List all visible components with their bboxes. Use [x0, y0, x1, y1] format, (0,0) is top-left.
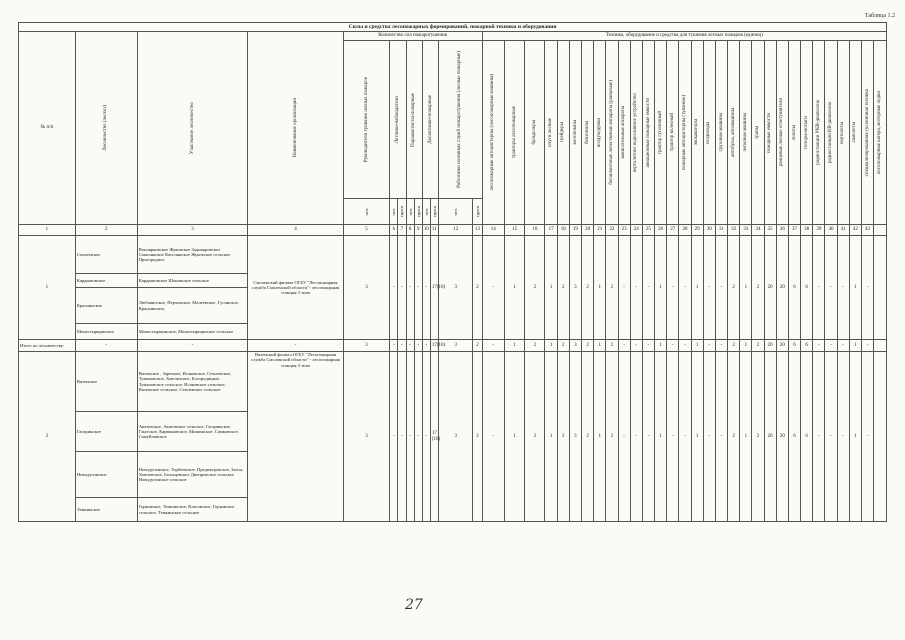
- tech-col-header: пожарные автоцистерны (тушение): [679, 41, 691, 225]
- value-cell: -: [825, 352, 837, 522]
- block2-number: 2: [19, 352, 76, 522]
- tech-col-header: плуги лесные: [545, 41, 557, 225]
- unit-cell: чел.: [406, 199, 414, 225]
- value-cell: 1: [594, 352, 606, 522]
- value-cell: 1: [545, 352, 557, 522]
- column-number-cell: 7: [398, 225, 406, 236]
- value-cell: -: [406, 236, 414, 340]
- value-cell: 17(10): [430, 236, 438, 340]
- tech-col-header: вертолеты: [837, 41, 849, 225]
- value-cell: 6: [788, 236, 800, 340]
- value-cell: -: [667, 352, 679, 522]
- value-cell: -: [813, 352, 825, 522]
- people-col-header: Руководители тушения лесных пожаров: [343, 41, 390, 199]
- column-number-cell: 28: [679, 225, 691, 236]
- value-cell: [874, 352, 887, 522]
- col-forestry-header: Лесничество (лесхоз): [75, 32, 137, 225]
- unit-cell: чел.: [390, 199, 398, 225]
- value-cell: 2: [752, 340, 764, 352]
- tech-col-header: трактор гусеничный: [655, 41, 667, 225]
- tech-col-header: ранцевые лесные огнетушители: [776, 41, 788, 225]
- people-group-header: Количество сил пожаротушения: [343, 32, 482, 41]
- value-cell: 2: [473, 236, 482, 340]
- value-cell: -: [861, 236, 873, 340]
- value-cell: 2: [606, 352, 618, 522]
- value-cell: -: [861, 340, 873, 352]
- column-number-cell: 25: [642, 225, 654, 236]
- value-cell: 2: [606, 340, 618, 352]
- column-number-cell: 12: [439, 225, 473, 236]
- column-number-cell: 40: [825, 225, 837, 236]
- column-number-cell: 8: [406, 225, 414, 236]
- value-cell: -: [825, 340, 837, 352]
- forestry-cell: Краснинское: [75, 288, 137, 324]
- unit-cell: чел.: [439, 199, 473, 225]
- value-cell: -: [398, 340, 406, 352]
- value-cell: 1: [849, 352, 861, 522]
- value-cell: 2: [557, 352, 569, 522]
- value-cell: -: [422, 340, 430, 352]
- district-cell: Новодугинское, Торбеевское, Предиктровское, Загон, Хмелевское, Больщевское Днепровское сельское Новодугинское сельское: [137, 452, 248, 498]
- column-number-cell: 41: [837, 225, 849, 236]
- forestry-cell: Вяземское: [75, 352, 137, 412]
- value-cell: -: [630, 340, 642, 352]
- value-cell: 1: [655, 340, 667, 352]
- value-cell: 1: [740, 340, 752, 352]
- unit-cell: групп: [414, 199, 422, 225]
- table-label: Таблица 1.2: [864, 13, 895, 19]
- column-number-cell: 34: [752, 225, 764, 236]
- column-number-cell: 30: [703, 225, 715, 236]
- unit-cell: чел.: [422, 199, 430, 225]
- value-cell: 2: [557, 236, 569, 340]
- value-cell: -: [406, 352, 414, 522]
- value-cell: 3: [439, 352, 473, 522]
- subtotal-cell: -: [248, 340, 343, 352]
- column-number-cell: 24: [630, 225, 642, 236]
- value-cell: 1: [594, 340, 606, 352]
- value-cell: 6: [801, 352, 813, 522]
- value-cell: 1: [655, 352, 667, 522]
- tech-col-header: легковые машины: [740, 41, 752, 225]
- tech-col-header: специализированная гусеничная техника: [861, 41, 873, 225]
- column-number-cell: 2: [75, 225, 137, 236]
- value-cell: 1: [691, 352, 703, 522]
- forestry-cell: Смоленское: [75, 236, 137, 274]
- value-cell: -: [679, 236, 691, 340]
- column-number-cell: 5: [343, 225, 390, 236]
- tech-col-header: воздуходувки: [594, 41, 606, 225]
- district-cell: Акатовское, Акатовское сельское, Гагаринское, Гжатское, Кармановское, Мишинское, Самковское, Самуйловское: [137, 412, 248, 452]
- value-cell: 2: [728, 340, 740, 352]
- value-cell: -: [703, 236, 715, 340]
- value-cell: -: [618, 236, 630, 340]
- column-number-cell: 10: [422, 225, 430, 236]
- value-cell: [874, 340, 887, 352]
- value-cell: 3: [569, 340, 581, 352]
- district-cell: Любавичское, Перховское, Малеевское, Гусинское, Краснинское,: [137, 288, 248, 324]
- value-cell: 3: [343, 236, 390, 340]
- col-num-header: № п/п: [19, 32, 76, 225]
- column-number-cell: 26: [655, 225, 667, 236]
- value-cell: 1: [594, 236, 606, 340]
- column-number-cell: 31: [715, 225, 727, 236]
- value-cell: -: [390, 340, 398, 352]
- value-cell: 2: [728, 236, 740, 340]
- value-cell: -: [422, 352, 430, 522]
- value-cell: 2: [525, 340, 545, 352]
- value-cell: -: [398, 352, 406, 522]
- value-cell: 17 (10): [430, 352, 438, 522]
- tech-col-header: мотопомпы: [569, 41, 581, 225]
- value-cell: 2: [557, 340, 569, 352]
- column-number-cell: 36: [776, 225, 788, 236]
- value-cell: -: [390, 352, 398, 522]
- value-cell: 1: [740, 352, 752, 522]
- forestry-cell: Гагаринское: [75, 412, 137, 452]
- column-number-cell: 11: [430, 225, 438, 236]
- value-cell: -: [837, 340, 849, 352]
- value-cell: 2: [582, 236, 594, 340]
- column-number-cell: 33: [740, 225, 752, 236]
- value-cell: 1: [740, 236, 752, 340]
- value-cell: -: [813, 340, 825, 352]
- value-cell: 2: [728, 352, 740, 522]
- value-cell: -: [667, 236, 679, 340]
- resources-table: [18, 22, 887, 522]
- value-cell: 1: [849, 340, 861, 352]
- forestry-cell: Темкинское: [75, 498, 137, 522]
- value-cell: 6: [801, 236, 813, 340]
- forestry-cell: Кардымовское: [75, 274, 137, 288]
- value-cell: -: [813, 236, 825, 340]
- value-cell: 2: [606, 236, 618, 340]
- value-cell: -: [715, 236, 727, 340]
- unit-cell: групп: [430, 199, 438, 225]
- people-col-header: Десантники-пожарные: [422, 41, 438, 199]
- table-title: Силы и средства лесопожарных формирований, пожарной техники и оборудования: [19, 23, 887, 32]
- value-cell: 2: [752, 352, 764, 522]
- value-cell: 1: [655, 236, 667, 340]
- value-cell: -: [703, 340, 715, 352]
- value-cell: -: [667, 340, 679, 352]
- column-number-cell: 17: [545, 225, 557, 236]
- value-cell: 1: [691, 236, 703, 340]
- column-number-cell: 29: [691, 225, 703, 236]
- tech-col-header: топоры-мотыги: [801, 41, 813, 225]
- value-cell: 2: [473, 352, 482, 522]
- block1-number: 1: [19, 236, 76, 340]
- column-number-cell: 20: [582, 225, 594, 236]
- page-number: 27: [405, 597, 423, 613]
- value-cell: -: [482, 236, 504, 340]
- value-cell: -: [618, 340, 630, 352]
- org-cell: Вяземский филиал ОГБУ "Лесопожарная служба Смоленской области" - лесопожарная станция 3 типа: [248, 352, 343, 522]
- tech-col-header: авиационные пожарные емкости: [642, 41, 654, 225]
- column-number-cell: 39: [813, 225, 825, 236]
- column-number-cell: 23: [618, 225, 630, 236]
- value-cell: -: [618, 352, 630, 522]
- tech-col-header: автобусы, автомашины: [728, 41, 740, 225]
- column-number-cell: 35: [764, 225, 776, 236]
- value-cell: 3: [343, 352, 390, 522]
- tech-col-header: самолеты: [849, 41, 861, 225]
- forestry-cell: Монастырщинское: [75, 324, 137, 340]
- value-cell: 1: [504, 340, 524, 352]
- value-cell: -: [422, 236, 430, 340]
- col-org-header: Наименование организации: [248, 32, 343, 225]
- value-cell: -: [414, 352, 422, 522]
- people-col-header: Летчики-наблюдатели: [390, 41, 406, 199]
- value-cell: 2: [525, 352, 545, 522]
- tech-col-header: грейдеры: [557, 41, 569, 225]
- value-cell: -: [482, 352, 504, 522]
- district-cell: Горковское, Темкинское, Власовское, Горковское сельское, Темкинское сельское: [137, 498, 248, 522]
- column-number-cell: 9: [414, 225, 422, 236]
- people-col-header: Работники наземных служб пожаротушения (лесные пожарные): [439, 41, 483, 199]
- value-cell: -: [642, 340, 654, 352]
- value-cell: -: [630, 236, 642, 340]
- forestry-cell: Новодугинское: [75, 452, 137, 498]
- tech-col-header: радиостанции УКВ-диапазона: [813, 41, 825, 225]
- value-cell: -: [703, 352, 715, 522]
- subtotal-label: Итого по лесничеству:: [19, 340, 76, 352]
- unit-cell: чел.: [343, 199, 390, 225]
- column-number-cell: [874, 225, 887, 236]
- tech-col-header: зажигательные аппараты: [618, 41, 630, 225]
- value-cell: -: [482, 340, 504, 352]
- tech-col-header: бесшланговые лепестковые аппараты (ранцевые): [606, 41, 618, 225]
- column-number-cell: 27: [667, 225, 679, 236]
- column-number-cell: 1: [19, 225, 76, 236]
- district-cell: Кардымовское Шокинское сельское: [137, 274, 248, 288]
- value-cell: 6: [788, 352, 800, 522]
- value-cell: -: [414, 340, 422, 352]
- value-cell: 6: [788, 340, 800, 352]
- tech-col-header: трактор колесный: [667, 41, 679, 225]
- tech-col-header: тракторы лесопожарные: [504, 41, 524, 225]
- value-cell: -: [398, 236, 406, 340]
- column-number-cell: 15: [504, 225, 524, 236]
- district-cell: Вонлярковское Жуковское Задняпровское Соколинское Касплянское Жуковское сельское Пригородное: [137, 236, 248, 274]
- value-cell: -: [390, 236, 398, 340]
- value-cell: -: [837, 236, 849, 340]
- column-number-cell: 3: [137, 225, 248, 236]
- value-cell: 3: [439, 340, 473, 352]
- value-cell: 20: [764, 340, 776, 352]
- column-number-cell: 37: [788, 225, 800, 236]
- tech-col-header: вездеходы: [703, 41, 715, 225]
- column-number-cell: 14: [482, 225, 504, 236]
- value-cell: 20: [776, 236, 788, 340]
- tech-col-header: лопаты: [788, 41, 800, 225]
- column-number-cell: 13: [473, 225, 482, 236]
- value-cell: 2: [582, 340, 594, 352]
- value-cell: -: [642, 352, 654, 522]
- column-number-cell: 38: [801, 225, 813, 236]
- value-cell: 3: [569, 352, 581, 522]
- district-cell: Монастырщинское, Монастырщинское сельское: [137, 324, 248, 340]
- column-number-cell: 16: [525, 225, 545, 236]
- unit-cell: групп: [398, 199, 406, 225]
- tech-col-header: лесопожарные катера, моторные лодки: [874, 41, 887, 225]
- column-number-cell: 22: [606, 225, 618, 236]
- tech-col-header: бензопилы: [582, 41, 594, 225]
- value-cell: [874, 236, 887, 340]
- org-cell: Смоленский филиал ОГБУ "Лесопожарная служба Смоленской области"- лесопожарная станция 3 типа: [248, 236, 343, 340]
- value-cell: 20: [764, 236, 776, 340]
- value-cell: -: [414, 236, 422, 340]
- value-cell: 20: [776, 352, 788, 522]
- value-cell: 3: [439, 236, 473, 340]
- value-cell: 1: [849, 236, 861, 340]
- tech-col-header: трапы: [752, 41, 764, 225]
- subtotal-cell: -: [137, 340, 248, 352]
- value-cell: 3: [569, 236, 581, 340]
- column-number-cell: 6: [390, 225, 398, 236]
- subtotal-cell: -: [75, 340, 137, 352]
- col-district-header: Участковое лесничество: [137, 32, 248, 225]
- district-cell: Вяземское , Заречное, Исаковское, Семлевское, Тумановское, Хмелитское, Богородицкое, Тумановское сельское, Исаковское сельское, Вяземское сельское, Семлевское сельское: [137, 352, 248, 412]
- value-cell: 20: [776, 340, 788, 352]
- value-cell: -: [715, 352, 727, 522]
- value-cell: -: [825, 236, 837, 340]
- column-number-cell: 4: [248, 225, 343, 236]
- tech-col-header: пожарные емкости: [764, 41, 776, 225]
- people-col-header: Парашютисты-пожарные: [406, 41, 422, 199]
- tech-col-header: вертолетное водосливное устройство: [630, 41, 642, 225]
- value-cell: -: [861, 352, 873, 522]
- value-cell: 1: [504, 236, 524, 340]
- value-cell: -: [715, 340, 727, 352]
- column-number-cell: 43: [861, 225, 873, 236]
- tech-col-header: радиостанции КВ-диапазона: [825, 41, 837, 225]
- column-number-cell: 42: [849, 225, 861, 236]
- tech-group-header: Техника, оборудование и средства для тушения лесных пожаров (единиц): [482, 32, 886, 41]
- value-cell: -: [837, 352, 849, 522]
- tech-col-header: экскаваторы: [691, 41, 703, 225]
- unit-cell: групп: [473, 199, 482, 225]
- value-cell: 17(10): [430, 340, 438, 352]
- value-cell: 20: [764, 352, 776, 522]
- value-cell: 1: [691, 340, 703, 352]
- column-number-cell: 19: [569, 225, 581, 236]
- value-cell: -: [642, 236, 654, 340]
- column-numbers-row: [19, 225, 887, 236]
- column-number-cell: 32: [728, 225, 740, 236]
- value-cell: 2: [752, 236, 764, 340]
- value-cell: 1: [545, 340, 557, 352]
- value-cell: 2: [582, 352, 594, 522]
- column-number-cell: 18: [557, 225, 569, 236]
- value-cell: -: [630, 352, 642, 522]
- value-cell: 6: [801, 340, 813, 352]
- value-cell: 2: [473, 340, 482, 352]
- value-cell: 1: [504, 352, 524, 522]
- tech-col-header: бульдозеры: [525, 41, 545, 225]
- value-cell: 2: [525, 236, 545, 340]
- value-cell: 3: [343, 340, 390, 352]
- value-cell: -: [679, 340, 691, 352]
- value-cell: -: [406, 340, 414, 352]
- column-number-cell: 21: [594, 225, 606, 236]
- tech-col-header: лесопожарные автоцистерны (лесопожарные машины): [482, 41, 504, 225]
- value-cell: -: [679, 352, 691, 522]
- tech-col-header: грузовые машины: [715, 41, 727, 225]
- value-cell: 1: [545, 236, 557, 340]
